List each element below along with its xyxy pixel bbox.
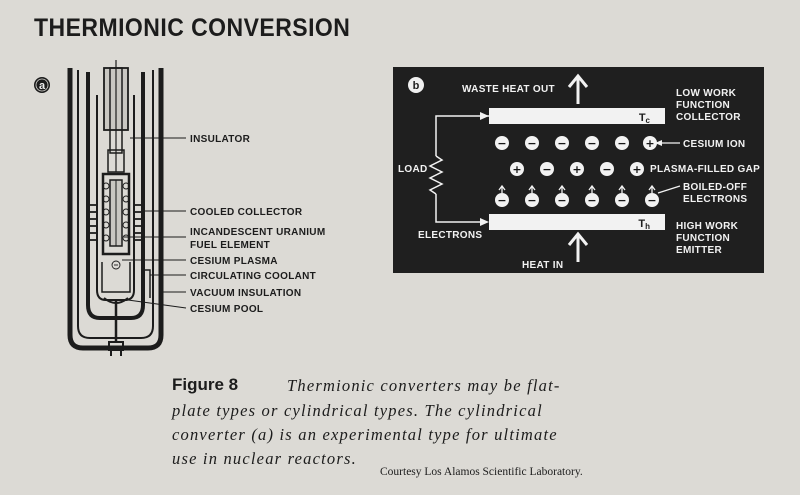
figure-title: THERMIONIC CONVERSION — [34, 14, 351, 42]
minus-sign: − — [527, 137, 537, 150]
label-vacuum-insulation: VACUUM INSULATION — [190, 288, 302, 299]
minus-sign: − — [557, 194, 567, 207]
label-collector-3: COLLECTOR — [676, 112, 741, 123]
label-plasma-filled-gap: PLASMA-FILLED GAP — [650, 164, 761, 175]
caption-line-1: Thermionic converters may be flat- — [287, 376, 561, 395]
plus-sign: + — [645, 137, 655, 150]
label-waste-heat-out: WASTE HEAT OUT — [462, 84, 555, 95]
label-boiled-off-2: ELECTRONS — [683, 194, 748, 205]
minus-sign: − — [587, 194, 597, 207]
label-cesium-pool: CESIUM POOL — [190, 304, 264, 315]
label-emitter-3: EMITTER — [676, 245, 722, 256]
plus-sign: + — [632, 163, 642, 176]
cylindrical-converter — [70, 60, 161, 356]
label-th: Th — [638, 218, 650, 231]
label-collector-2: FUNCTION — [676, 100, 731, 111]
label-fuel-element: FUEL ELEMENT — [190, 240, 271, 251]
panel-a-marker-label: a — [38, 80, 46, 92]
label-cooled-collector: COOLED COLLECTOR — [190, 207, 303, 218]
panel-a-labels — [190, 134, 325, 315]
figure-label: Figure 8 — [172, 375, 239, 394]
label-cesium-plasma: CESIUM PLASMA — [190, 256, 278, 267]
label-insulator: INSULATOR — [190, 134, 251, 145]
label-incandescent-uranium: INCANDESCENT URANIUM — [190, 227, 326, 238]
label-electrons: ELECTRONS — [418, 230, 483, 241]
minus-sign: − — [602, 163, 612, 176]
label-circulating-coolant: CIRCULATING COOLANT — [190, 271, 317, 282]
label-heat-in: HEAT IN — [522, 260, 564, 271]
minus-sign: − — [587, 137, 597, 150]
caption-line-2: plate types or cylindrical types. The cylindrical — [172, 401, 543, 420]
caption-line-4: use in nuclear reactors. — [172, 449, 357, 468]
label-boiled-off-1: BOILED-OFF — [683, 182, 748, 193]
caption-line-3: converter (a) is an experimental type for ultimate — [172, 425, 558, 444]
plus-sign: + — [512, 163, 522, 176]
minus-sign: − — [557, 137, 567, 150]
courtesy-credit: Courtesy Los Alamos Scientific Laboratory. — [380, 466, 583, 478]
minus-sign: − — [497, 194, 507, 207]
minus-sign: − — [617, 194, 627, 207]
panel-b-marker-label: b — [412, 80, 420, 92]
label-emitter-2: FUNCTION — [676, 233, 731, 244]
minus-sign: − — [617, 137, 627, 150]
label-tc: Tc — [638, 112, 650, 125]
plus-sign: + — [572, 163, 582, 176]
label-cesium-ion: CESIUM ION — [683, 139, 746, 150]
panel-b-marker — [408, 77, 424, 93]
minus-sign: − — [647, 194, 657, 207]
label-emitter-1: HIGH WORK — [676, 221, 739, 232]
label-collector-1: LOW WORK — [676, 88, 737, 99]
minus-sign: − — [527, 194, 537, 207]
panel-a-marker — [34, 77, 50, 93]
minus-sign: − — [542, 163, 552, 176]
minus-sign: − — [497, 137, 507, 150]
label-load: LOAD — [398, 164, 428, 175]
